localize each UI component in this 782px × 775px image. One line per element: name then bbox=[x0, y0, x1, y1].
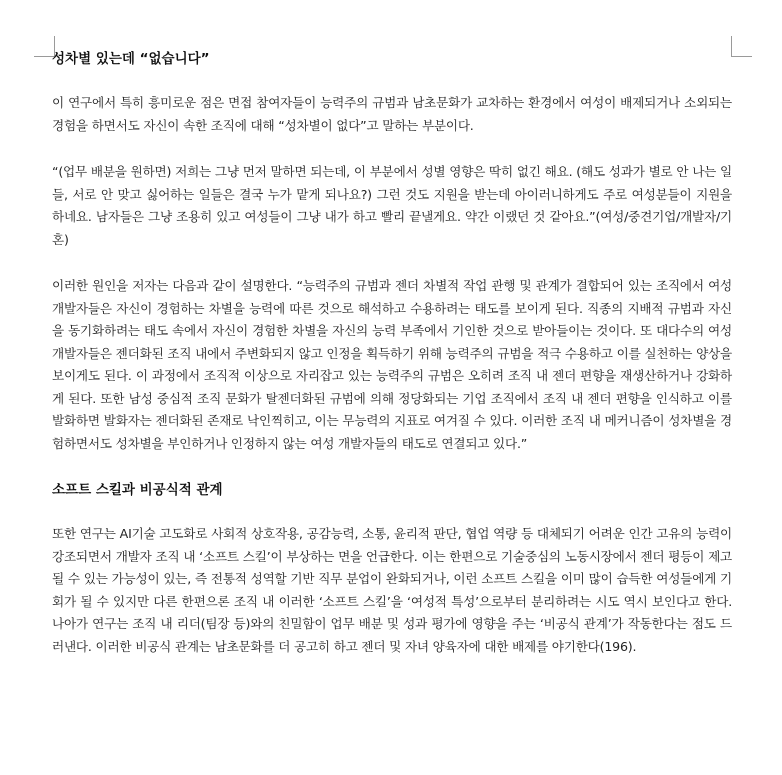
paragraph-author-explanation: 이러한 원인을 저자는 다음과 같이 설명한다. “능력주의 규범과 젠더 차별적 작업 관행 및 관계가 결합되어 있는 조직에서 여성 개발자들은 자신이 경험하는 차별을 능력에 따른 것으로 해석하고 수용하려는 태도를 보이게 된다. 직종의 지배적 규범과 자신을 동기화하려는 태도 속에서 자신이 경험한 차별을 자신의 능력 부족에서 기인한 것으로 받아들이는 것이다. 또 대다수의 여성 개발자들은 젠더화된 조직 내에서 주변화되지 않고 인정을 획득하기 위해 능력주의 규범을 적극 수용하고 이를 실천하는 양상을 보이게도 된다. 이 과정에서 조직적 이상으로 자리잡고 있는 능력주의 규범은 오히려 조직 내 젠더 편향을 재생산하거나 강화하게 된다. 또한 남성 중심적 조직 문화가 탈젠더화된 규범에 의해 정당화되는 기업 조직에서 조직 내 젠더 편향을 인식하고 이를 발화하면 발화자는 젠더화된 존재로 낙인찍히고, 이는 무능력의 지표로 여겨질 수 있다. 이러한 조직 내 메커니즘이 성차별을 경험하면서도 성차별을 부인하거나 인정하지 않는 여성 개발자들의 태도로 연결되고 있다.” bbox=[52, 278, 732, 451]
section-heading-soft-skills: 소프트 스킬과 비공식적 관계 bbox=[52, 482, 223, 498]
section-heading-gender-discrimination: 성차별 있는데 “없습니다” bbox=[52, 51, 210, 67]
page-corner-mark-right bbox=[731, 36, 752, 57]
paragraph-intro: 이 연구에서 특히 흥미로운 점은 면접 참여자들이 능력주의 규범과 남초문화가 교차하는 환경에서 여성이 배제되거나 소외되는 경험을 하면서도 자신이 속한 조직에 대해 “성차별이 없다”고 말하는 부분이다. bbox=[52, 95, 732, 133]
document-body[interactable] bbox=[52, 48, 732, 658]
paragraph-soft-skills: 또한 연구는 AI기술 고도화로 사회적 상호작용, 공감능력, 소통, 윤리적 판단, 협업 역량 등 대체되기 어려운 인간 고유의 능력이 강조되면서 개발자 조직 내 ‘소프트 스킬’이 부상하는 면을 언급한다. 이는 한편으로 기술중심의 노동시장에서 젠더 평등이 제고될 수 있는 가능성이 있는, 즉 전통적 성역할 기반 직무 분업이 완화되거나, 이런 소프트 스킬을 이미 많이 습득한 여성들에게 기회가 될 수 있지만 다른 한편으론 조직 내 이러한 ‘소프트 스킬’을 ‘여성적 특성’으로부터 분리하려는 시도 역시 보인다고 한다. 나아가 연구는 조직 내 리더(팀장 등)와의 친밀함이 업무 배분 및 성과 평가에 영향을 주는 ‘비공식 관계’가 작동한다는 점도 드러낸다. 이러한 비공식 관계는 남초문화를 더 공고히 하고 젠더 및 자녀 양육자에 대한 배제를 야기한다(196). bbox=[52, 526, 732, 654]
paragraph-interview-quote: “(업무 배분을 원하면) 저희는 그냥 먼저 말하면 되는데, 이 부분에서 성별 영향은 딱히 없긴 해요. (해도 성과가 별로 안 나는 일들, 서로 안 맞고 싫어하는 일들은 결국 누가 맡게 되나요?) 그런 것도 지원을 받는데 아이러니하게도 주로 여성분들이 지원을 하네요. 남자들은 그냥 조용히 있고 여성들이 그냥 내가 하고 빨리 끝낼게요. 약간 이랬던 것 같아요.”(여성/중견기업/개발자/기혼) bbox=[52, 164, 732, 247]
